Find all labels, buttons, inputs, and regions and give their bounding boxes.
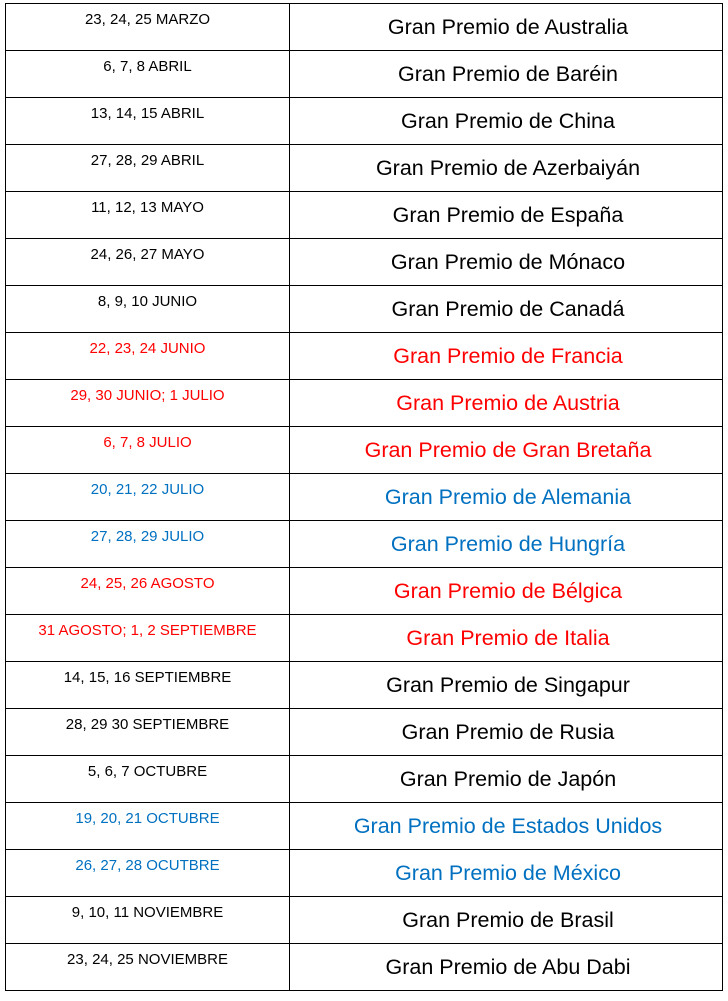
- race-dates: 19, 20, 21 OCTUBRE: [6, 803, 290, 850]
- race-name: Gran Premio de Alemania: [290, 474, 723, 521]
- race-row: [6, 521, 723, 568]
- race-dates: 8, 9, 10 JUNIO: [6, 286, 290, 333]
- race-name: Gran Premio de Bélgica: [290, 568, 723, 615]
- race-name: Gran Premio de Mónaco: [290, 239, 723, 286]
- race-name: Gran Premio de China: [290, 98, 723, 145]
- race-dates: 13, 14, 15 ABRIL: [6, 98, 290, 145]
- race-dates: 27, 28, 29 ABRIL: [6, 145, 290, 192]
- race-name: Gran Premio de Japón: [290, 756, 723, 803]
- race-row: [6, 944, 723, 991]
- race-dates: 27, 28, 29 JULIO: [6, 521, 290, 568]
- race-row: [6, 427, 723, 474]
- race-dates: 28, 29 30 SEPTIEMBRE: [6, 709, 290, 756]
- race-name: Gran Premio de Baréin: [290, 51, 723, 98]
- race-row: [6, 568, 723, 615]
- race-row: [6, 192, 723, 239]
- race-name: Gran Premio de Rusia: [290, 709, 723, 756]
- race-dates: 6, 7, 8 ABRIL: [6, 51, 290, 98]
- race-row: [6, 756, 723, 803]
- race-row: [6, 850, 723, 897]
- race-name: Gran Premio de Australia: [290, 4, 723, 51]
- race-name: Gran Premio de Singapur: [290, 662, 723, 709]
- race-name: Gran Premio de Gran Bretaña: [290, 427, 723, 474]
- race-name: Gran Premio de Hungría: [290, 521, 723, 568]
- race-name: Gran Premio de España: [290, 192, 723, 239]
- race-dates: 5, 6, 7 OCTUBRE: [6, 756, 290, 803]
- race-dates: 23, 24, 25 NOVIEMBRE: [6, 944, 290, 991]
- race-dates: 23, 24, 25 MARZO: [6, 4, 290, 51]
- race-row: [6, 474, 723, 521]
- race-dates: 14, 15, 16 SEPTIEMBRE: [6, 662, 290, 709]
- race-dates: 31 AGOSTO; 1, 2 SEPTIEMBRE: [6, 615, 290, 662]
- race-calendar-table: [5, 3, 723, 991]
- race-dates: 22, 23, 24 JUNIO: [6, 333, 290, 380]
- race-row: [6, 803, 723, 850]
- race-row: [6, 380, 723, 427]
- race-calendar-body: [6, 4, 723, 991]
- race-row: [6, 615, 723, 662]
- race-row: [6, 709, 723, 756]
- race-dates: 9, 10, 11 NOVIEMBRE: [6, 897, 290, 944]
- race-dates: 24, 25, 26 AGOSTO: [6, 568, 290, 615]
- race-name: Gran Premio de Azerbaiyán: [290, 145, 723, 192]
- race-name: Gran Premio de Abu Dabi: [290, 944, 723, 991]
- race-row: [6, 4, 723, 51]
- race-dates: 6, 7, 8 JULIO: [6, 427, 290, 474]
- race-row: [6, 145, 723, 192]
- race-name: Gran Premio de Brasil: [290, 897, 723, 944]
- race-row: [6, 98, 723, 145]
- race-dates: 26, 27, 28 OCUTBRE: [6, 850, 290, 897]
- race-row: [6, 333, 723, 380]
- race-name: Gran Premio de Francia: [290, 333, 723, 380]
- race-dates: 20, 21, 22 JULIO: [6, 474, 290, 521]
- race-row: [6, 286, 723, 333]
- race-row: [6, 897, 723, 944]
- race-dates: 29, 30 JUNIO; 1 JULIO: [6, 380, 290, 427]
- race-row: [6, 51, 723, 98]
- race-name: Gran Premio de Italia: [290, 615, 723, 662]
- race-row: [6, 239, 723, 286]
- race-name: Gran Premio de Canadá: [290, 286, 723, 333]
- race-name: Gran Premio de México: [290, 850, 723, 897]
- race-dates: 11, 12, 13 MAYO: [6, 192, 290, 239]
- race-name: Gran Premio de Austria: [290, 380, 723, 427]
- race-dates: 24, 26, 27 MAYO: [6, 239, 290, 286]
- race-name: Gran Premio de Estados Unidos: [290, 803, 723, 850]
- race-row: [6, 662, 723, 709]
